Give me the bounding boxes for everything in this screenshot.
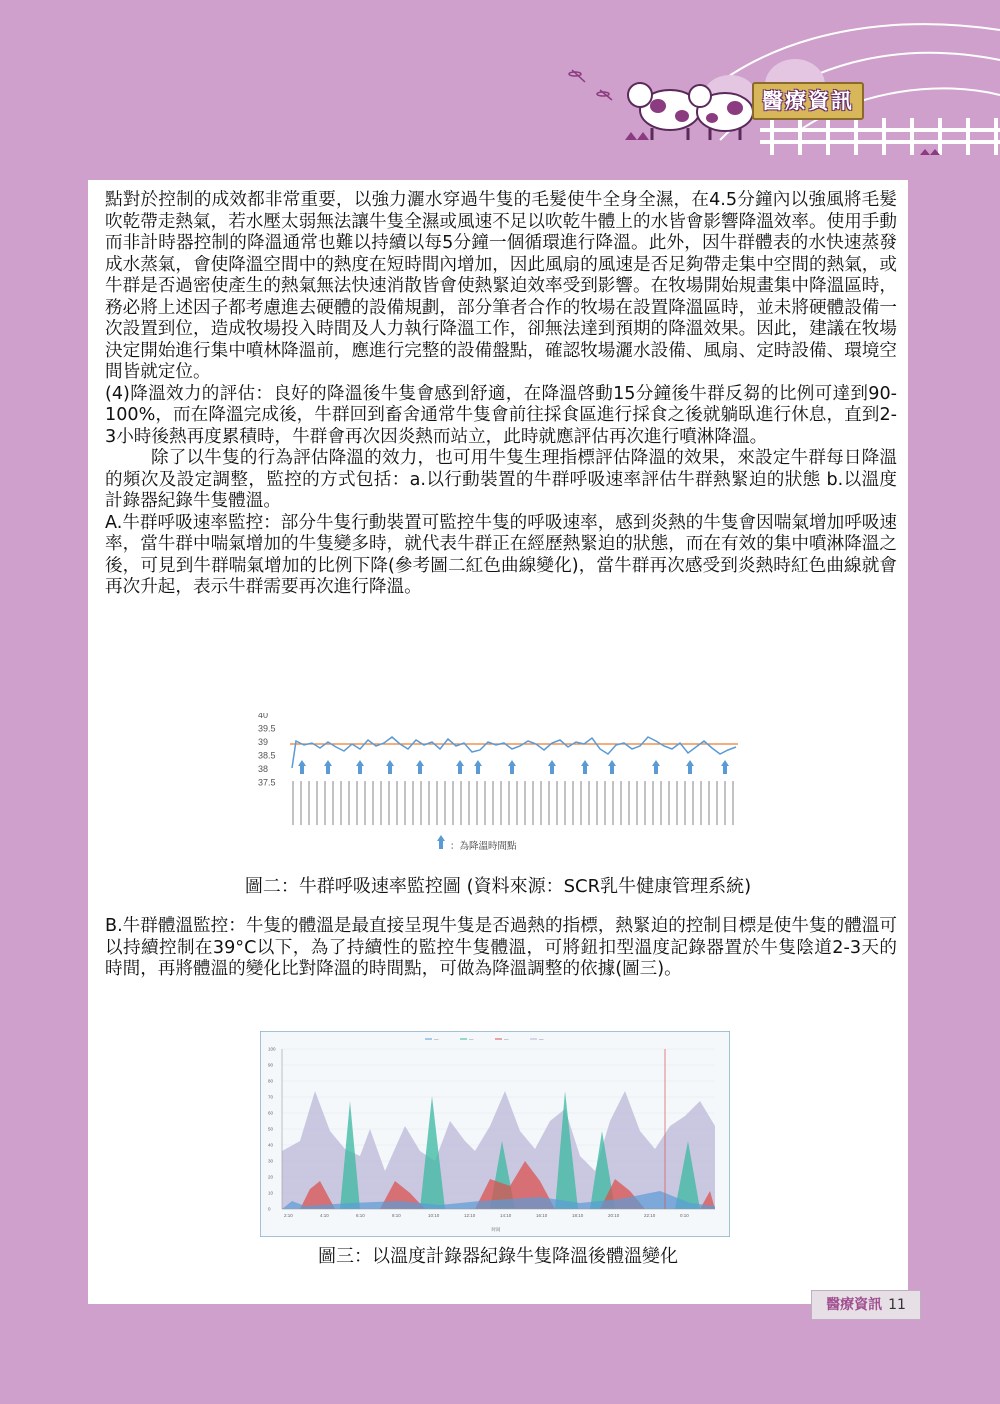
y-tick-label: 90 [268,1062,274,1068]
paragraph: 除了以牛隻的行為評估降溫的效力，也可用牛隻生理指標評估降溫的效果，來設定牛群每日降溫的頻次及設定調整，監控的方式包括：a.以行動裝置的牛群呼吸速率評估牛群熱緊迫的狀態 b.以溫度計錄器紀錄牛隻體溫。 [105,448,897,511]
y-tick-label: 38 [258,764,269,774]
y-tick-label: 40 [268,1142,274,1148]
x-tick-label [596,781,598,825]
x-tick-label [548,781,550,825]
y-tick-label: 39.5 [258,723,276,734]
x-tick-label [308,781,310,825]
arrow-icon [298,760,306,774]
svg-text:—: — [469,1037,474,1042]
x-tick-label: 18:10 [572,1213,584,1218]
x-tick-label [612,781,614,825]
cooling-time-arrows [298,760,729,774]
y-tick-label: 0 [268,1206,271,1212]
x-tick-label [540,781,542,825]
article-content [88,180,908,1304]
y-tick-label: 60 [268,1110,274,1116]
arrow-icon [508,760,516,774]
x-tick-label [532,781,534,825]
x-tick-label: 12:10 [464,1213,476,1218]
figure3-caption: 圖三：以溫度計錄器紀錄牛隻降溫後體溫變化 [318,1246,678,1267]
x-tick-label: 4:10 [320,1213,329,1218]
x-tick-label [724,781,726,825]
svg-text:—: — [539,1037,544,1042]
x-tick-label [452,781,454,825]
y-tick-label: 100 [268,1046,276,1052]
dragonfly-icon [569,70,612,100]
y-tick-label: 40 [258,713,269,720]
x-tick-label [388,781,390,825]
x-tick-label [340,781,342,825]
x-tick-label [628,781,630,825]
x-tick-label [556,781,558,825]
x-tick-label [420,781,422,825]
x-tick-label [500,781,502,825]
x-tick-label [604,781,606,825]
x-tick-label [316,781,318,825]
paragraph: 點對於控制的成效都非常重要，以強力灑水穿過牛隻的毛髮使牛全身全濕，在4.5分鐘內以強風將毛髮吹乾帶走熱氣，若水壓太弱無法讓牛隻全濕或風速不足以吹乾牛體上的水皆會影響降溫效率。使用手動而非計時器控制的降溫通常也難以持續以每5分鐘一個循環進行降溫。此外，因牛群體表的水快速蒸發成水蒸氣，會使降溫空間中的熱度在短時間內增加，因此風扇的風速是否足夠帶走集中空間的熱氣，或牛群是否過密使產生的熱氣無法快速消散皆會使熱緊迫效率受到影響。在牧場開始規畫集中降溫區時，務必將上述因子都考慮進去硬體的設備規劃，部分筆者合作的牧場在設置降溫區時，並未將硬體設備一次設置到位，造成牧場投入時間及人力執行降溫工作，卻無法達到預期的降溫效果。因此，建議在牧場決定開始進行集中噴林降溫前，應進行完整的設備盤點，確認牧場灑水設備、風扇、定時設備、環境空間皆就定位。 [105,190,897,382]
page-number: 11 [888,1297,906,1313]
legend-label: ：為降溫時間點 [450,841,517,852]
x-tick-label [364,781,366,825]
paragraph: (4)降溫效力的評估：良好的降溫後牛隻會感到舒適，在降溫啓動15分鐘後牛群反芻的比例可達到90-100%，而在降溫完成後，牛群回到畜舍通常牛隻會前往採食區進行採食之後就躺臥進行休息，直到2-3小時後熱再度累積時，牛群會再次因炎熱而站立，此時就應評估再次進行噴淋降溫。 [105,383,897,447]
section-badge: 醫療資訊 [752,82,864,120]
arrow-icon [721,760,729,774]
x-tick-label [692,781,694,825]
body-temperature-chart [260,1031,730,1237]
x-tick-label [644,781,646,825]
arrow-icon [356,760,364,774]
arrow-icon [581,760,589,774]
x-tick-label [436,781,438,825]
y-tick-label: 39 [258,737,269,747]
svg-text:—: — [504,1037,509,1042]
x-tick-label [444,781,446,825]
x-tick-label: 8:10 [392,1213,401,1218]
x-tick-label: 22:10 [644,1213,656,1218]
x-tick-label [380,781,382,825]
x-tick-label [356,781,358,825]
x-tick-label [292,781,294,825]
arrow-icon [416,760,424,774]
x-tick-label: 0:10 [680,1213,689,1218]
article-text-2 [105,916,897,981]
x-tick-label [492,781,494,825]
x-tick-label [300,781,302,825]
x-tick-label [652,781,654,825]
y-tick-label: 38.5 [258,750,276,761]
x-tick-label [460,781,462,825]
x-tick-label [564,781,566,825]
y-tick-label: 20 [268,1174,274,1180]
arrow-icon [548,760,556,774]
figure2-caption: 圖二：牛群呼吸速率監控圖 (資料來源：SCR乳牛健康管理系統) [244,876,752,897]
x-tick-label [508,781,510,825]
x-tick-label: 10:10 [428,1213,440,1218]
x-tick-label [588,781,590,825]
arrow-icon [386,760,394,774]
x-tick-label [700,781,702,825]
x-tick-label: 20:10 [608,1213,620,1218]
x-tick-label [660,781,662,825]
x-tick-label [636,781,638,825]
x-tick-label [516,781,518,825]
x-tick-label: 6:10 [356,1213,365,1218]
y-tick-label: 37.5 [258,777,276,788]
x-tick-label: 2:10 [284,1213,293,1218]
x-tick-label [404,781,406,825]
x-tick-label [684,781,686,825]
arrow-icon [608,760,616,774]
x-tick-label [468,781,470,825]
paragraph: B.牛群體溫監控：牛隻的體溫是最直接呈現牛隻是否過熱的指標，熱緊迫的控制目標是使牛隻的體溫可以持續控制在39°C以下，為了持續性的監控牛隻體溫，可將鈕扣型溫度記錄器置於牛隻陰道2-3天的時間，再將體溫的變化比對降溫的時間點，可做為降溫調整的依據(圖三)。 [105,916,897,979]
respiration-rate-chart [256,713,746,863]
x-tick-label [324,781,326,825]
x-tick-label [372,781,374,825]
y-tick-label: 10 [268,1190,274,1196]
arrow-icon [324,760,332,774]
arrow-icon [474,760,482,774]
x-tick-label [396,781,398,825]
y-tick-label: 70 [268,1094,274,1100]
footer-section: 醫療資訊 [826,1297,883,1313]
fence-icon [760,118,1000,155]
x-tick-label [620,781,622,825]
arrow-icon [456,760,464,774]
x-tick-label [476,781,478,825]
x-tick-label [484,781,486,825]
page-footer [811,1290,921,1320]
x-tick-label [676,781,678,825]
x-tick-label [348,781,350,825]
svg-text:—: — [434,1037,439,1042]
y-tick-label: 80 [268,1078,274,1084]
x-tick-label: 16:10 [536,1213,548,1218]
y-tick-label: 50 [268,1126,274,1132]
arrow-icon [437,835,445,849]
x-tick-label [708,781,710,825]
x-tick-label [572,781,574,825]
arrow-icon [652,760,660,774]
y-tick-label: 30 [268,1158,274,1164]
x-tick-label [668,781,670,825]
x-tick-label [428,781,430,825]
arrow-icon [686,760,694,774]
x-tick-label [524,781,526,825]
x-tick-label [732,781,734,825]
article-text [105,190,897,599]
x-tick-label [412,781,414,825]
x-tick-label: 14:10 [500,1213,512,1218]
x-tick-label [716,781,718,825]
x-tick-label [580,781,582,825]
paragraph: A.牛群呼吸速率監控：部分牛隻行動裝置可監控牛隻的呼吸速率，感到炎熱的牛隻會因喘氣增加呼吸速率，當牛群中喘氣增加的牛隻變多時，就代表牛群正在經歷熱緊迫的狀態，而在有效的集中噴淋降溫之後，可見到牛群喘氣增加的比例下降(參考圖二紅色曲線變化)，當牛群再次感受到炎熱時紅色曲線就會再次升起，表示牛群需要再次進行降溫。 [105,512,897,597]
x-axis-title: 时间 [491,1228,501,1233]
x-tick-label [332,781,334,825]
